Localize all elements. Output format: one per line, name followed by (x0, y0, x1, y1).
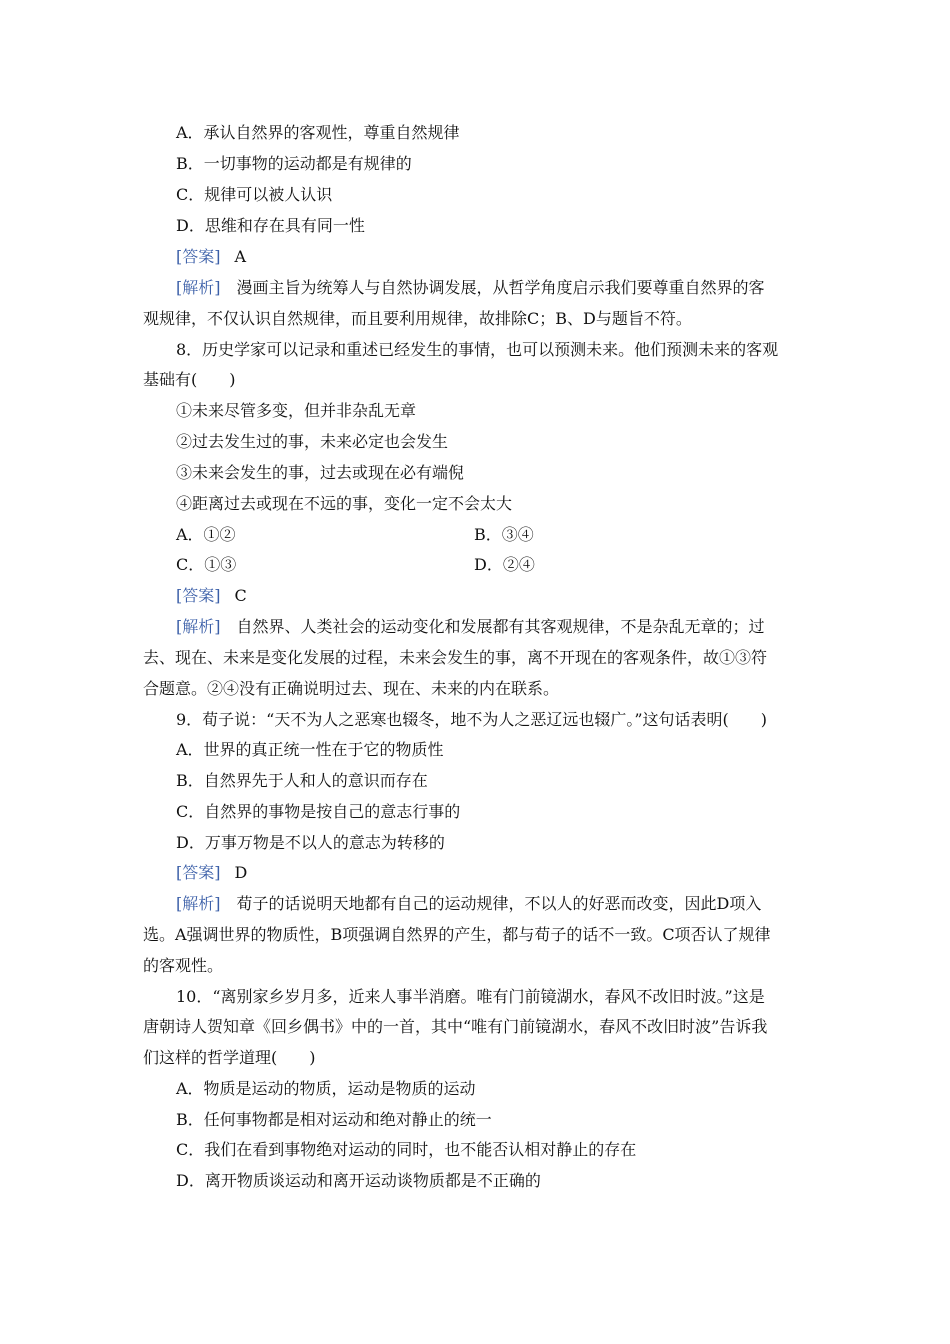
q9-explanation-line-2: 选。A强调世界的物质性，B项强调自然界的产生，都与荀子的话不一致。C项否认了规律 (143, 925, 771, 944)
q9-option-c: C．自然界的事物是按自己的意志行事的 (176, 802, 461, 821)
q7-explanation-line-2: 观规律，不仅认识自然规律，而且要利用规律，故排除C；B、D与题旨不符。 (143, 309, 692, 328)
explanation-text: 漫画主旨为统筹人与自然协调发展，从哲学角度启示我们要尊重自然界的客 (236, 278, 765, 297)
q10-stem-line-2: 唐朝诗人贺知章《回乡偶书》中的一首，其中“唯有门前镜湖水，春风不改旧时波”告诉我 (143, 1017, 768, 1036)
q9-explanation-line-3: 的客观性。 (143, 956, 224, 975)
q10-option-c: C．我们在看到事物绝对运动的同时，也不能否认相对静止的存在 (176, 1140, 637, 1159)
q10-option-d: D．离开物质谈运动和离开运动谈物质都是不正确的 (176, 1171, 541, 1190)
q10-stem-line-3: 们这样的哲学道理( ) (143, 1048, 316, 1067)
explanation-tag: [解析] (176, 617, 221, 636)
q10-stem-line-1: 10．“离别家乡岁月多，近来人事半消磨。唯有门前镜湖水，春风不改旧时波。”这是 (176, 987, 765, 1006)
q7-explanation-line-1 (176, 272, 765, 303)
q8-item-3: ③未来会发生的事，过去或现在必有端倪 (176, 463, 465, 482)
q7-option-a: A．承认自然界的客观性，尊重自然规律 (176, 123, 460, 142)
q9-option-b: B．自然界先于人和人的意识而存在 (176, 771, 428, 790)
q8-option-a: A．①② (176, 525, 236, 544)
explanation-tag: [解析] (176, 894, 221, 913)
answer-value: C (234, 586, 247, 605)
q8-explanation-line-1 (176, 611, 765, 642)
q8-explanation-line-3: 合题意。②④没有正确说明过去、现在、未来的内在联系。 (143, 679, 560, 698)
answer-value: A (234, 247, 247, 266)
q7-option-d: D．思维和存在具有同一性 (176, 216, 365, 235)
q9-option-d: D．万事万物是不以人的意志为转移的 (176, 833, 445, 852)
q8-stem-line-2: 基础有( ) (143, 370, 236, 389)
q10-option-a: A．物质是运动的物质，运动是物质的运动 (176, 1079, 476, 1098)
q8-item-2: ②过去发生过的事，未来必定也会发生 (176, 432, 449, 451)
q8-answer (176, 580, 247, 611)
explanation-text: 荀子的话说明天地都有自己的运动规律，不以人的好恶而改变，因此D项入 (236, 894, 762, 913)
q8-item-1: ①未来尽管多变，但并非杂乱无章 (176, 401, 417, 420)
q7-answer (176, 241, 246, 272)
q8-option-b: B．③④ (474, 525, 534, 544)
q7-option-b: B．一切事物的运动都是有规律的 (176, 154, 412, 173)
q9-answer (176, 857, 247, 888)
q8-option-c: C．①③ (176, 555, 237, 574)
q8-explanation-line-2: 去、现在、未来是变化发展的过程，未来会发生的事，离不开现在的客观条件，故①③符 (143, 648, 768, 667)
q9-explanation-line-1 (176, 888, 761, 919)
q8-stem-line-1: 8．历史学家可以记录和重述已经发生的事情，也可以预测未来。他们预测未来的客观 (176, 340, 779, 359)
q7-option-c: C．规律可以被人认识 (176, 185, 333, 204)
q9-option-a: A．世界的真正统一性在于它的物质性 (176, 740, 444, 759)
q8-option-d: D．②④ (474, 555, 535, 574)
explanation-text: 自然界、人类社会的运动变化和发展都有其客观规律，不是杂乱无章的；过 (236, 617, 765, 636)
answer-tag: [答案] (176, 247, 221, 266)
answer-tag: [答案] (176, 586, 221, 605)
q9-stem: 9．荀子说：“天不为人之恶寒也辍冬，地不为人之恶辽远也辍广。”这句话表明( ) (176, 710, 768, 729)
q8-item-4: ④距离过去或现在不远的事，变化一定不会太大 (176, 494, 513, 513)
explanation-tag: [解析] (176, 278, 221, 297)
q10-option-b: B．任何事物都是相对运动和绝对静止的统一 (176, 1110, 492, 1129)
answer-value: D (234, 863, 248, 882)
answer-tag: [答案] (176, 863, 221, 882)
